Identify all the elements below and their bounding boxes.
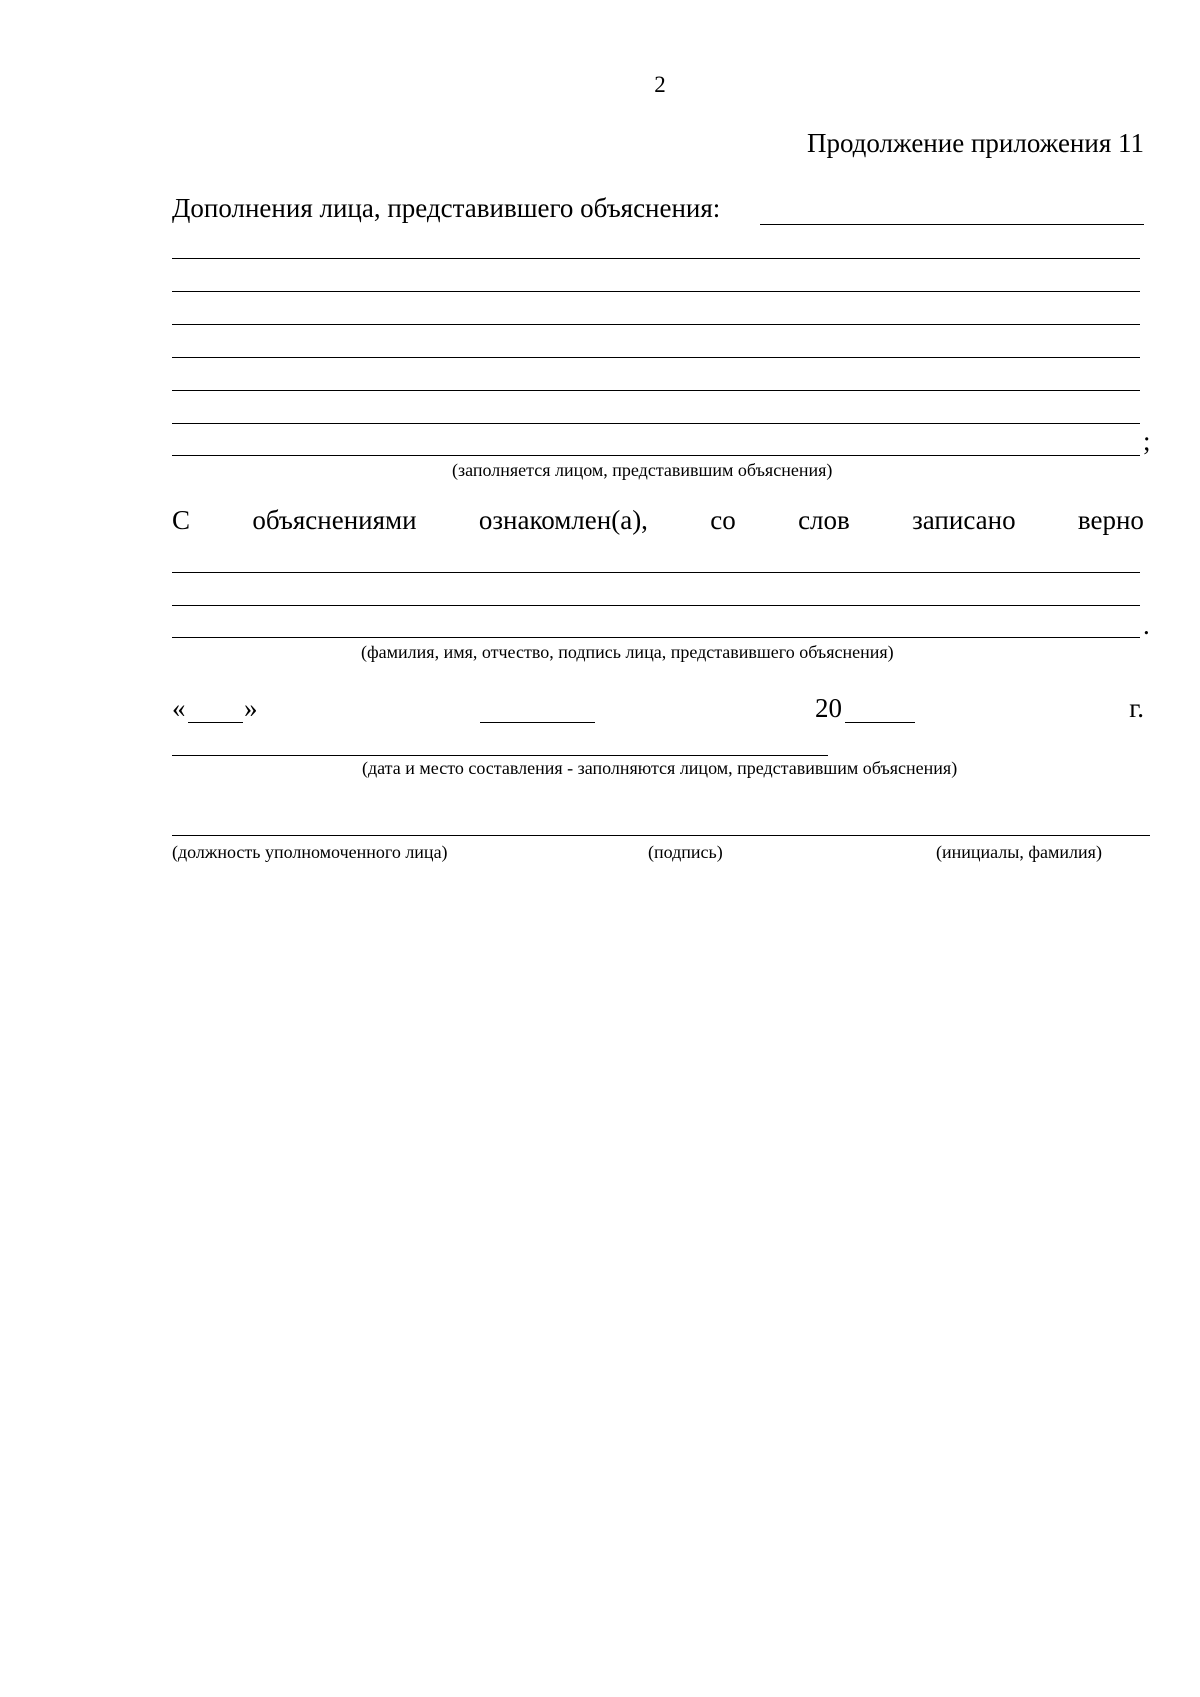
position-caption: (должность уполномоченного лица) [172, 842, 448, 862]
additions-end-mark: ; [1143, 426, 1151, 456]
ack-word: со [710, 505, 736, 535]
signature-input-line[interactable] [172, 835, 1150, 836]
additions-input-line-6[interactable] [172, 390, 1140, 391]
additions-input-line-8[interactable] [172, 455, 1140, 456]
additions-input-line-4[interactable] [172, 324, 1140, 325]
day-input-line[interactable] [188, 722, 243, 723]
ack-word: ознакомлен(а), [478, 505, 648, 535]
name-caption: (инициалы, фамилия) [936, 842, 1102, 862]
additions-input-line-3[interactable] [172, 291, 1140, 292]
year-suffix: г. [1129, 693, 1144, 723]
additions-input-line-2[interactable] [172, 258, 1140, 259]
ack-word: С [172, 505, 191, 535]
signature-caption: (подпись) [648, 842, 723, 862]
appendix-title: Продолжение приложения 11 [806, 128, 1144, 158]
ack-input-line-1[interactable] [172, 572, 1140, 573]
ack-word: слов [798, 505, 850, 535]
month-input-line[interactable] [480, 722, 595, 723]
ack-caption: (фамилия, имя, отчество, подпись лица, представившего объяснения) [361, 642, 894, 662]
ack-input-line-2[interactable] [172, 605, 1140, 606]
additions-input-line-1[interactable] [760, 224, 1144, 225]
year-prefix: 20 [815, 693, 842, 723]
date-close-quote: » [244, 693, 258, 723]
ack-word: записано [912, 505, 1016, 535]
date-open-quote: « [172, 693, 186, 723]
ack-input-line-3[interactable] [172, 637, 1140, 638]
ack-word: объяснениями [252, 505, 417, 535]
date-caption: (дата и место составления - заполняются лицом, представившим объяснения) [362, 758, 958, 778]
page-number: 2 [654, 72, 666, 97]
additions-caption: (заполняется лицом, представившим объяснения) [452, 460, 833, 480]
additions-input-line-7[interactable] [172, 423, 1140, 424]
additions-input-line-5[interactable] [172, 357, 1140, 358]
place-input-line[interactable] [172, 755, 828, 756]
acknowledgement-text [172, 505, 1144, 536]
ack-end-mark: . [1143, 610, 1150, 640]
ack-word: верно [1077, 505, 1144, 535]
additions-label: Дополнения лица, представившего объяснения: [172, 193, 721, 223]
year-input-line[interactable] [845, 722, 915, 723]
